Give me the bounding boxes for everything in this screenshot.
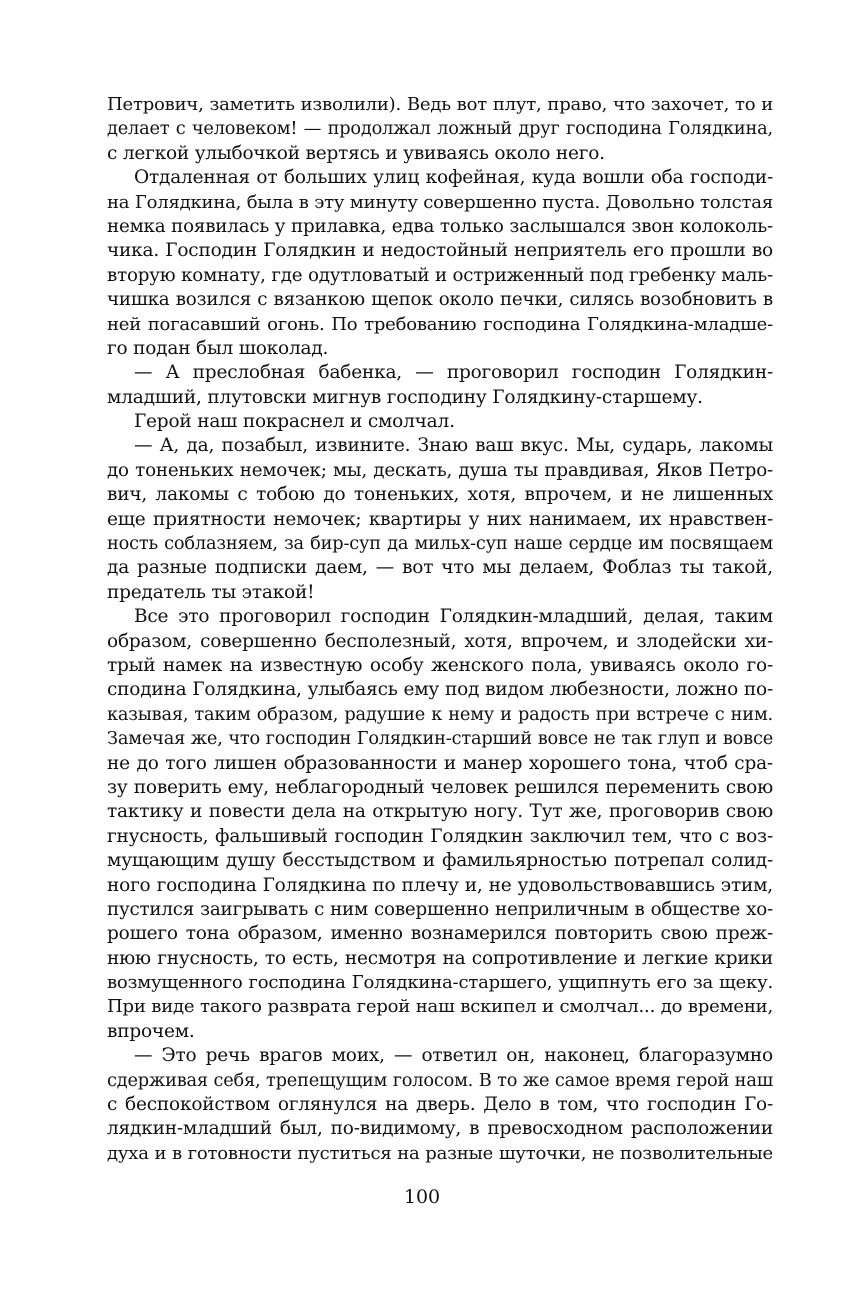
text-line: зу поверить ему, неблагородный человек решился переменить свою: [107, 776, 773, 798]
text-line: ного господина Голядкина по плечу и, не удовольствовавшись этим,: [107, 874, 773, 896]
text-line: впрочем.: [107, 1020, 195, 1042]
text-line: чишка возился с вязанкою щепок около печки, силясь возобновить в: [107, 289, 773, 311]
text-line: возмущенного господина Голядкина-старшего, ущипнуть его за щеку.: [107, 972, 773, 994]
text-line: да разные подписки даем, — вот что мы делаем, Фоблаз ты такой,: [107, 557, 773, 579]
page-number: 100: [403, 1186, 441, 1208]
text-line: с беспокойством оглянулся на дверь. Дело в том, что господин Го-: [107, 1094, 773, 1116]
text-line: сподина Голядкина, улыбаясь ему под видом любезности, ложно по-: [107, 679, 773, 701]
text-line: до тоненьких немочек; мы, дескать, душа ты правдивая, Яков Петро-: [107, 459, 773, 481]
text-line: тактику и повести дела на открытую ногу. Тут же, проговорив свою: [107, 801, 773, 823]
text-line: вич, лакомы с тобою до тоненьких, хотя, впрочем, и не лишенных: [107, 484, 773, 506]
text-line: делает с человеком! — продолжал ложный друг господина Голядкина,: [107, 119, 773, 140]
text-line: сдерживая себя, трепещущим голосом. В то же самое время герой наш: [107, 1070, 773, 1091]
text-line: Все это проговорил господин Голядкин-младший, делая, таким: [134, 606, 773, 628]
text-line: рошего тона образом, именно вознамерился повторить свою преж-: [107, 923, 773, 945]
text-line: казывая, таким образом, радушие к нему и радость при встрече с ним.: [107, 704, 773, 725]
text-line: не до того лишен образованности и манер хорошего тона, чтоб сра-: [107, 752, 773, 774]
text-line: Петрович, заметить изволили). Ведь вот плут, право, что захочет, то и: [107, 94, 773, 115]
body-text: [107, 93, 773, 1166]
text-line: немка появилась у прилавка, едва только заслышался звон колоколь-: [107, 215, 773, 237]
text-line: го подан был шоколад.: [107, 337, 329, 359]
text-line: лядкин-младший был, по-видимому, в превосходном расположении: [107, 1118, 773, 1140]
text-line: чика. Господин Голядкин и недостойный неприятель его прошли во: [107, 240, 773, 262]
text-line: ность соблазняем, за бир-суп да мильх-суп наше сердце им посвящаем: [107, 534, 773, 555]
text-line: — Это речь врагов моих, — ответил он, наконец, благоразумно: [134, 1045, 773, 1067]
text-line: предатель ты этакой!: [107, 581, 315, 603]
text-line: нюю гнусность, то есть, несмотря на сопротивление и легкие крики: [107, 947, 773, 969]
text-line: ней погасавший огонь. По требованию господина Голядкина-младше-: [107, 313, 773, 335]
text-line: духа и в готовности пуститься на разные шуточки, не позволительные: [107, 1142, 773, 1164]
text-line: с легкой улыбочкой вертясь и увиваясь около него.: [107, 142, 605, 164]
text-line: вторую комнату, где одутловатый и остриженный под гребенку маль-: [107, 264, 773, 286]
text-line: Замечая же, что господин Голядкин-старший вовсе не так глуп и вовсе: [107, 729, 773, 750]
text-line: трый намек на известную особу женского пола, увиваясь около го-: [107, 654, 773, 676]
text-line: еще приятности немочек; квартиры у них нанимаем, их нравствен-: [107, 508, 773, 530]
text-line: — А, да, позабыл, извините. Знаю ваш вкус. Мы, сударь, лакомы: [134, 435, 773, 457]
text-line: пустился заигрывать с ним совершенно неприличным в обществе хо-: [107, 898, 773, 920]
text-line: При виде такого разврата герой наш вскипел и смолчал... до времени,: [107, 996, 773, 1018]
text-line: младший, плутовски мигнув господину Голядкину-старшему.: [107, 386, 703, 408]
text-line: мущающим душу бесстыдством и фамильярностью потрепал солид-: [107, 850, 773, 872]
text-line: Герой наш покраснел и смолчал.: [134, 411, 455, 433]
text-line: Отдаленная от больших улиц кофейная, куда вошли оба господи-: [134, 167, 773, 189]
text-line: гнусность, фальшивый господин Голядкин заключил тем, что с воз-: [107, 825, 773, 847]
text-line: — А преслобная бабенка, — проговорил господин Голядкин-: [134, 362, 773, 384]
text-line: на Голядкина, была в эту минуту совершенно пуста. Довольно толстая: [107, 191, 773, 213]
text-line: образом, совершенно бесполезный, хотя, впрочем, и злодейски хи-: [107, 630, 773, 652]
